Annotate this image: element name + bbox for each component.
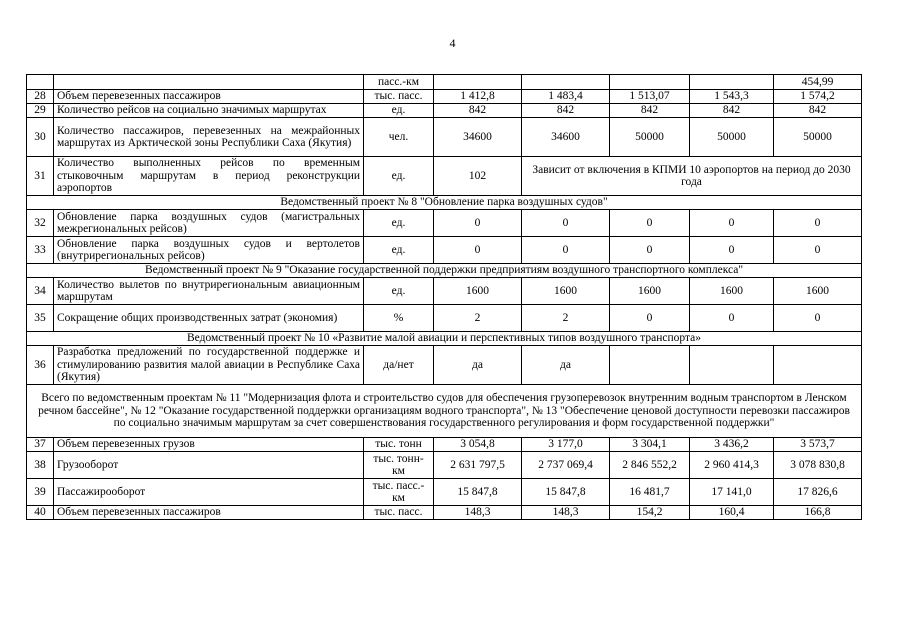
indicator-name: Количество выполненных рейсов по временным стыковочным маршрутам в период реконструкции аэропортов [54,157,364,196]
value-cell: 842 [774,104,862,118]
value-cell: 1 574,2 [774,90,862,104]
value-cell: 154,2 [610,506,690,520]
value-cell: 0 [434,210,522,237]
value-cell [434,75,522,90]
value-cell: 2 960 414,3 [690,452,774,479]
indicator-name: Количество рейсов на социально значимых маршрутах [54,104,364,118]
value-cell: 1600 [434,278,522,305]
value-cell: 1 412,8 [434,90,522,104]
row-number: 39 [27,479,54,506]
value-cell: 166,8 [774,506,862,520]
unit-cell: тыс. тонн [364,438,434,452]
value-cell: 0 [610,210,690,237]
value-cell: 0 [774,237,862,264]
indicator-name: Обновление парка воздушных судов и вертолетов (внутрирегиональных рейсов) [54,237,364,264]
row-number: 35 [27,305,54,332]
value-cell: 1600 [610,278,690,305]
unit-cell: ед. [364,210,434,237]
row-number: 36 [27,346,54,385]
unit-cell: ед. [364,237,434,264]
value-cell: 2 846 552,2 [610,452,690,479]
value-cell: 160,4 [690,506,774,520]
value-cell: 34600 [434,118,522,157]
row-number: 29 [27,104,54,118]
section-row [27,264,862,278]
value-cell: 34600 [522,118,610,157]
indicator-name: Грузооборот [54,452,364,479]
unit-cell: тыс. тонн-км [364,452,434,479]
value-cell: 148,3 [522,506,610,520]
indicator-name: Количество вылетов по внутрирегиональным авиационным маршрутам [54,278,364,305]
value-cell: 0 [522,210,610,237]
value-cell: 1 513,07 [610,90,690,104]
table-row [27,305,862,332]
section-title: Ведомственный проект № 9 "Оказание государственной поддержки предприятиям воздушного транспортного комплекса" [27,264,862,278]
unit-cell: тыс. пасс. [364,90,434,104]
value-cell: 0 [610,237,690,264]
page-number: 4 [449,36,456,50]
section-title: Ведомственный проект № 10 «Развитие малой авиации и перспективных типов воздушного транспорта» [27,332,862,346]
unit-cell: пасс.-км [364,75,434,90]
value-cell: да [434,346,522,385]
table-row [27,210,862,237]
value-cell: 842 [610,104,690,118]
value-cell: 0 [690,305,774,332]
value-cell: 842 [434,104,522,118]
value-cell [690,75,774,90]
indicator-name: Сокращение общих производственных затрат (экономия) [54,305,364,332]
value-cell: 15 847,8 [434,479,522,506]
value-cell: 0 [610,305,690,332]
value-cell: 0 [774,210,862,237]
indicator-name: Количество пассажиров, перевезенных на межрайонных маршрутах из Арктической зоны Республики Саха (Якутия) [54,118,364,157]
merged-note: Зависит от включения в КПМИ 10 аэропортов на период до 2030 года [522,157,862,196]
value-cell: 0 [434,237,522,264]
indicator-name [54,75,364,90]
unit-cell: тыс. пасс.-км [364,479,434,506]
row-number: 34 [27,278,54,305]
value-cell [690,346,774,385]
unit-cell: ед. [364,104,434,118]
section-title: Ведомственный проект № 8 "Обновление парка воздушных судов" [27,196,862,210]
table-row [27,506,862,520]
table-row [27,237,862,264]
unit-cell: % [364,305,434,332]
value-cell: 17 141,0 [690,479,774,506]
row-number: 33 [27,237,54,264]
value-cell: 1600 [690,278,774,305]
value-cell: 842 [522,104,610,118]
value-cell: 2 [522,305,610,332]
value-cell: 50000 [610,118,690,157]
table-row [27,90,862,104]
row-number: 30 [27,118,54,157]
table-row [27,75,862,90]
value-cell: 842 [690,104,774,118]
value-cell: 1600 [774,278,862,305]
unit-cell: да/нет [364,346,434,385]
row-number: 32 [27,210,54,237]
indicator-name: Объем перевезенных грузов [54,438,364,452]
value-cell: 0 [522,237,610,264]
section-title: Всего по ведомственным проектам № 11 "Модернизация флота и строительство судов для обеспечения грузоперевозок внутренним водным транспортом в Ленском речном бассейне", № 12 "Оказание государственной поддержки организациям водного транспорта", № 13 "Обеспечение ценовой доступности перевозки пассажиров по социально значимым маршрутам за счет совершенствования государственного регулирования и форм государственной поддержки" [27,385,862,438]
section-row [27,385,862,438]
value-cell: 17 826,6 [774,479,862,506]
value-cell: 3 054,8 [434,438,522,452]
section-row [27,196,862,210]
value-cell [610,346,690,385]
value-cell: 2 737 069,4 [522,452,610,479]
indicator-name: Обновление парка воздушных судов (магистральных межрегиональных рейсов) [54,210,364,237]
value-cell: 1600 [522,278,610,305]
unit-cell: чел. [364,118,434,157]
value-cell: 3 436,2 [690,438,774,452]
value-cell: 102 [434,157,522,196]
value-cell: 3 177,0 [522,438,610,452]
section-row [27,332,862,346]
row-number [27,75,54,90]
table-row [27,157,862,196]
value-cell: 50000 [690,118,774,157]
indicator-name: Разработка предложений по государственной поддержке и стимулированию развития малой авиации в Республике Саха (Якутия) [54,346,364,385]
row-number: 31 [27,157,54,196]
value-cell [610,75,690,90]
row-number: 38 [27,452,54,479]
table-row [27,346,862,385]
row-number: 37 [27,438,54,452]
value-cell: 3 078 830,8 [774,452,862,479]
indicator-name: Объем перевезенных пассажиров [54,506,364,520]
unit-cell: ед. [364,278,434,305]
table-row [27,278,862,305]
indicator-name: Объем перевезенных пассажиров [54,90,364,104]
table-row [27,438,862,452]
value-cell: 50000 [774,118,862,157]
indicators-table [26,74,862,520]
value-cell: 15 847,8 [522,479,610,506]
value-cell: 0 [690,210,774,237]
value-cell: 1 483,4 [522,90,610,104]
value-cell: 0 [774,305,862,332]
value-cell [522,75,610,90]
value-cell: 16 481,7 [610,479,690,506]
value-cell: да [522,346,610,385]
table-row [27,118,862,157]
table-row [27,104,862,118]
indicator-name: Пассажирооборот [54,479,364,506]
table-row [27,452,862,479]
value-cell: 148,3 [434,506,522,520]
table-row [27,479,862,506]
row-number: 40 [27,506,54,520]
value-cell: 454,99 [774,75,862,90]
unit-cell: ед. [364,157,434,196]
value-cell [774,346,862,385]
value-cell: 3 304,1 [610,438,690,452]
value-cell: 1 543,3 [690,90,774,104]
value-cell: 0 [690,237,774,264]
value-cell: 2 [434,305,522,332]
unit-cell: тыс. пасс. [364,506,434,520]
value-cell: 3 573,7 [774,438,862,452]
value-cell: 2 631 797,5 [434,452,522,479]
row-number: 28 [27,90,54,104]
